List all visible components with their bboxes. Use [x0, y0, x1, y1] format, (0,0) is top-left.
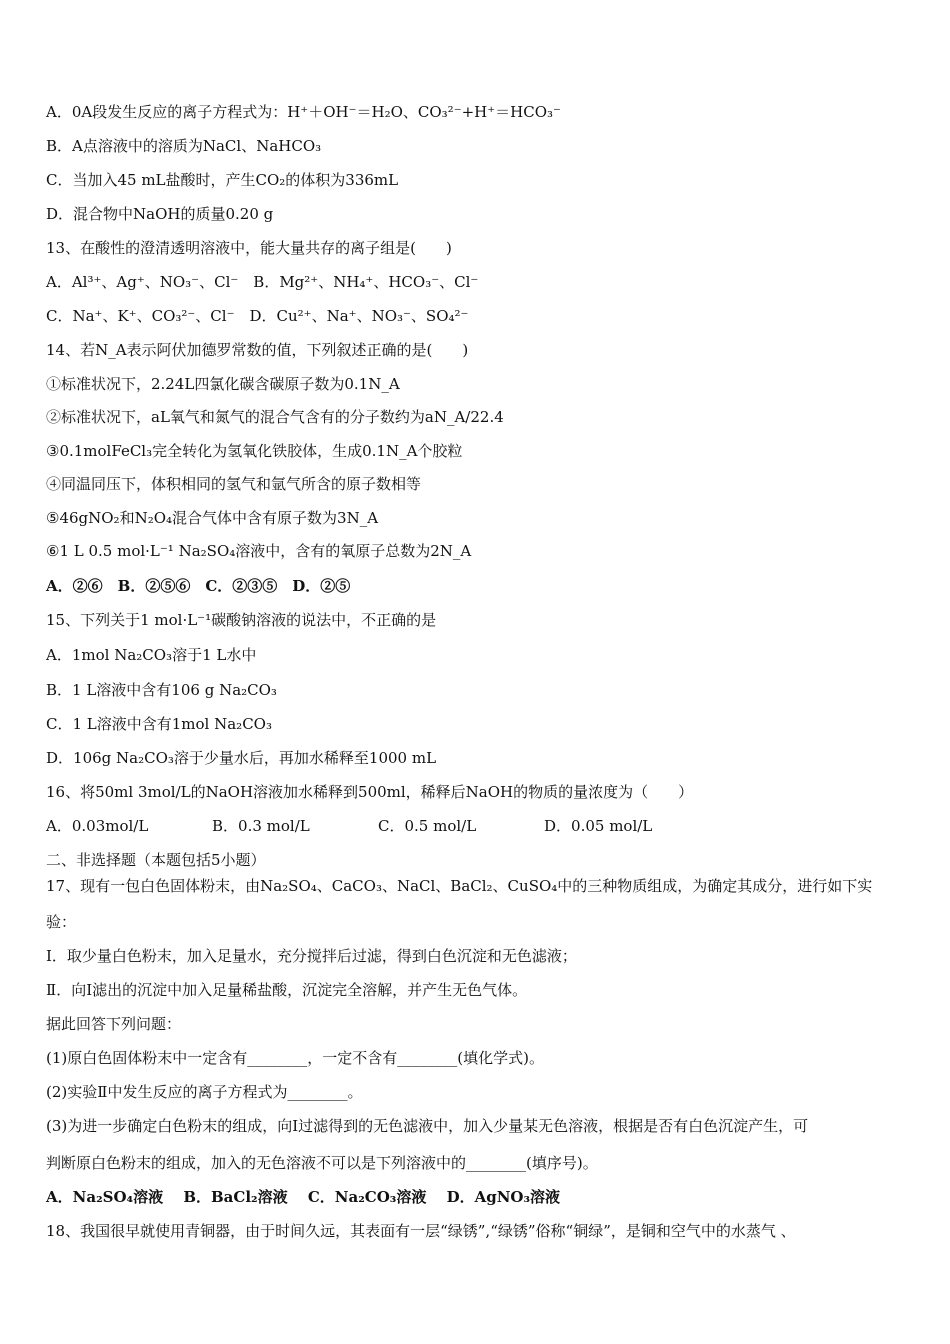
q17-stem-line2: 验： [46, 913, 77, 931]
q12-option-b: B．A点溶液中的溶质为NaCl、NaHCO₃ [46, 137, 322, 155]
q12-option-a: A．0A段发生反应的离子方程式为：H⁺＋OH⁻＝H₂O、CO₃²⁻+H⁺＝HCO₃⁻ [46, 103, 561, 121]
q16-option-d: D．0.05 mol/L [544, 817, 653, 835]
q17-part-3-line1: (3)为进一步确定白色粉末的组成，向Ⅰ过滤得到的无色滤液中，加入少量某无色溶液，根据是否有白色沉淀产生，可 [46, 1117, 809, 1135]
q17-step-i: Ⅰ．取少量白色粉末，加入足量水，充分搅拌后过滤，得到白色沉淀和无色滤液； [46, 947, 577, 965]
q14-statement-5: ⑤46gNO₂和N₂O₄混合气体中含有原子数为3N_A [46, 509, 379, 527]
q16-option-a: A．0.03mol/L [46, 817, 149, 835]
q16-option-b: B．0.3 mol/L [212, 817, 310, 835]
q14-statement-4: ④同温同压下，体积相同的氢气和氩气所含的原子数相等 [46, 475, 422, 493]
q15-option-c: C．1 L溶液中含有1mol Na₂CO₃ [46, 715, 272, 733]
q17-step-ii: Ⅱ．向Ⅰ滤出的沉淀中加入足量稀盐酸，沉淀完全溶解，并产生无色气体。 [46, 981, 528, 999]
q17-stem-line1: 17、现有一包白色固体粉末，由Na₂SO₄、CaCO₃、NaCl、BaCl₂、CuSO₄中的三种物质组成，为确定其成分，进行如下实 [46, 877, 873, 895]
q12-option-d: D．混合物中NaOH的质量0.20 g [46, 205, 274, 223]
q16-stem: 16、将50ml 3mol/L的NaOH溶液加水稀释到500ml，稀释后NaOH的物质的量浓度为（ ） [46, 783, 694, 801]
q15-stem: 15、下列关于1 mol·L⁻¹碳酸钠溶液的说法中，不正确的是 [46, 611, 437, 629]
q15-option-b: B．1 L溶液中含有106 g Na₂CO₃ [46, 681, 277, 699]
q14-stem: 14、若N_A表示阿伏加德罗常数的值，下列叙述正确的是( ) [46, 341, 469, 359]
q16-options [46, 816, 910, 836]
q18-stem: 18、我国很早就使用青铜器，由于时间久远，其表面有一层“绿锈”,“绿锈”俗称“铜绿”，是铜和空气中的水蒸气 、 [46, 1222, 796, 1240]
q12-option-c: C．当加入45 mL盐酸时，产生CO₂的体积为336mL [46, 171, 399, 189]
q13-stem: 13、在酸性的澄清透明溶液中，能大量共存的离子组是( ) [46, 239, 452, 257]
q15-option-d: D．106g Na₂CO₃溶于少量水后，再加水稀释至1000 mL [46, 749, 437, 767]
q13-options-ab: A．Al³⁺、Ag⁺、NO₃⁻、Cl⁻ B．Mg²⁺、NH₄⁺、HCO₃⁻、Cl⁻ [46, 273, 479, 291]
q14-statement-2: ②标准状况下，aL氧气和氮气的混合气含有的分子数约为aN_A/22.4 [46, 408, 504, 426]
section-2-heading: 二、非选择题（本题包括5小题） [46, 851, 266, 869]
q17-prompt: 据此回答下列问题： [46, 1015, 182, 1033]
q16-option-c: C．0.5 mol/L [378, 817, 477, 835]
q13-options-cd: C．Na⁺、K⁺、CO₃²⁻、Cl⁻ D．Cu²⁺、Na⁺、NO₃⁻、SO₄²⁻ [46, 307, 469, 325]
q17-part-2: (2)实验Ⅱ中发生反应的离子方程式为________。 [46, 1083, 363, 1101]
q14-statement-6: ⑥1 L 0.5 mol·L⁻¹ Na₂SO₄溶液中，含有的氧原子总数为2N_A [46, 542, 472, 560]
q14-options: A．②⑥ B．②⑤⑥ C．②③⑤ D．②⑤ [46, 577, 351, 595]
q14-statement-3: ③0.1molFeCl₃完全转化为氢氧化铁胶体，生成0.1N_A个胶粒 [46, 442, 463, 460]
q17-options: A．Na₂SO₄溶液 B．BaCl₂溶液 C．Na₂CO₃溶液 D．AgNO₃溶液 [46, 1188, 561, 1206]
q14-statement-1: ①标准状况下，2.24L四氯化碳含碳原子数为0.1N_A [46, 375, 400, 393]
q15-option-a: A．1mol Na₂CO₃溶于1 L水中 [46, 646, 257, 664]
q17-part-1: (1)原白色固体粉末中一定含有________，一定不含有________(填化学式)。 [46, 1049, 544, 1067]
q17-part-3-line2: 判断原白色粉末的组成，加入的无色溶液不可以是下列溶液中的________(填序号)。 [46, 1154, 598, 1172]
